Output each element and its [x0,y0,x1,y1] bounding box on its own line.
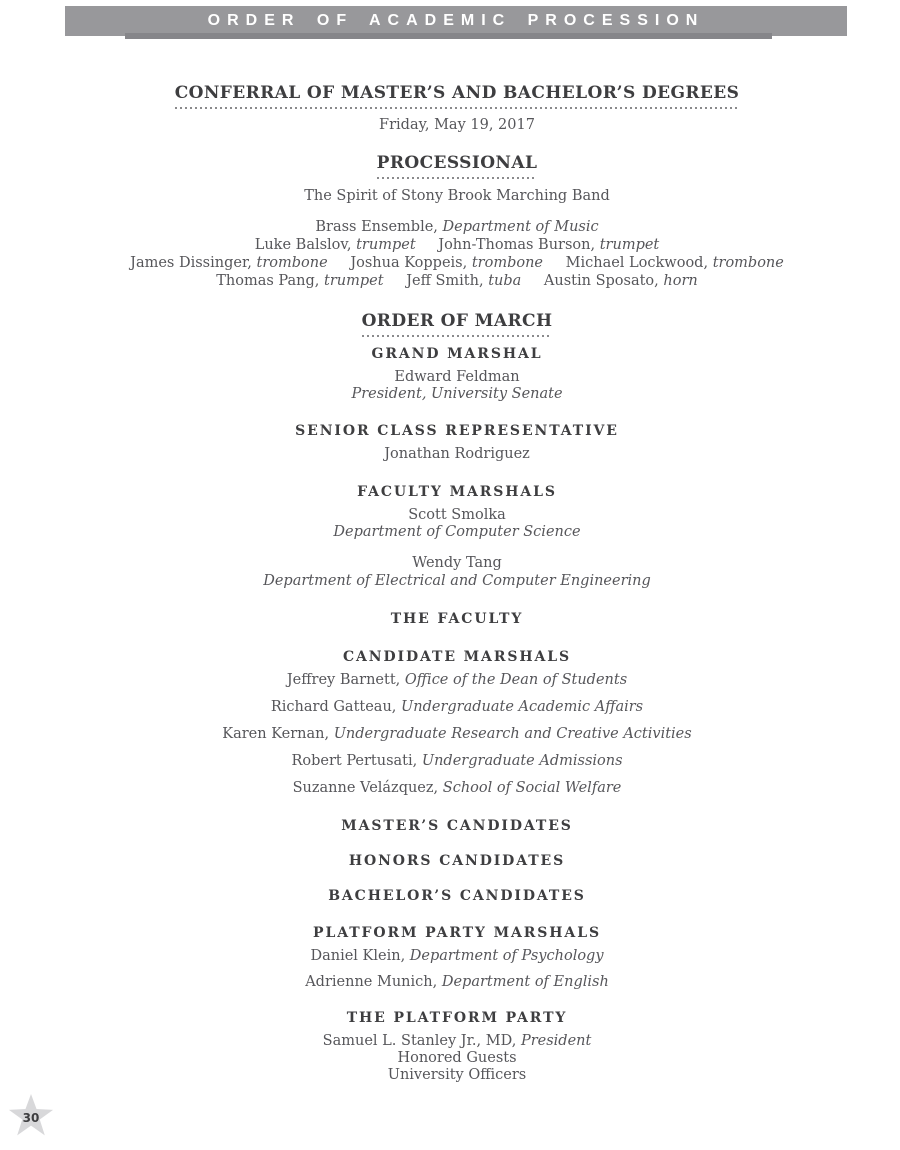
ensemble-line [0,272,900,290]
president-name: Samuel L. Stanley Jr., MD, [322,1033,517,1049]
the-faculty-heading: THE FACULTY [390,611,524,627]
conferral-title [175,84,740,109]
candidate-marshal-office: School of Social Welfare [442,780,622,796]
senior-class-name: Jonathan Rodriguez [384,446,530,462]
platform-party-president [0,1033,900,1050]
processional-title-text: PROCESSIONAL [376,153,538,173]
musician-role: horn [663,273,698,289]
candidate-marshal-entry [0,726,900,743]
musician [216,272,383,290]
musician-role: trumpet [324,273,384,289]
musician-name: John-Thomas Burson, [438,237,596,253]
faculty-marshal-entry [0,554,900,590]
platform-marshals-heading: PLATFORM PARTY MARSHALS [313,925,601,941]
candidate-marshal-name: Richard Gatteau, [270,699,397,715]
faculty-marshal-dept-text: Department of Computer Science [333,524,581,540]
faculty-marshal-dept-text: Department of Electrical and Computer Engineering [263,573,651,589]
musician-name: Brass Ensemble, [315,219,438,235]
musician [315,218,598,236]
candidate-marshal-entry [0,672,900,689]
processional-title [377,154,538,179]
platform-party-line: Honored Guests [397,1050,517,1066]
ceremony-date: Friday, May 19, 2017 [379,117,535,133]
dotted-rule [175,107,740,109]
musician-name: Luke Balslov, [254,237,352,253]
candidate-marshal-office: Undergraduate Academic Affairs [401,699,644,715]
order-of-march-title [362,312,553,337]
brass-ensemble-list [0,218,900,290]
musician [350,254,543,272]
conferral-section [0,84,900,134]
faculty-marshal-entry [0,507,900,541]
banner-title: ORDER OF ACADEMIC PROCESSION [207,12,705,29]
candidate-marshal-name: Suzanne Velázquez, [292,780,439,796]
musician [544,272,698,290]
musician [130,254,328,272]
honors-candidates-heading: HONORS CANDIDATES [348,853,566,869]
musician-name: Austin Sposato, [543,273,659,289]
candidate-marshal-entry [0,780,900,797]
faculty-marshal-name: Scott Smolka [408,507,506,523]
platform-marshal-dept: Department of English [441,974,609,990]
musician-role: trombone [256,255,328,271]
candidate-marshal-name: Jeffrey Barnett, [286,672,401,688]
candidate-marshal-office: Undergraduate Research and Creative Activities [333,726,692,742]
masters-candidates-heading: MASTER’S CANDIDATES [341,818,573,834]
musician-role: trumpet [356,237,416,253]
musician-name: Joshua Koppeis, [350,255,468,271]
marching-band-line: The Spirit of Stony Brook Marching Band [304,188,610,204]
faculty-marshal-name: Wendy Tang [412,555,502,571]
musician-role: trumpet [599,237,660,253]
conferral-title-text: CONFERRAL OF MASTER’S AND BACHELOR’S DEGREES [174,83,740,103]
candidate-marshal-name: Karen Kernan, [222,726,330,742]
ensemble-line [0,218,900,236]
ensemble-line [0,236,900,254]
dotted-rule [377,177,538,179]
candidate-marshal-office: Undergraduate Admissions [421,753,623,769]
musician-role: trombone [712,255,784,271]
platform-marshal-name: Daniel Klein, [310,948,406,964]
grand-marshal-title-text: President, University Senate [351,386,563,402]
order-of-march-title-text: ORDER OF MARCH [361,311,553,331]
dotted-rule [362,335,553,337]
senior-class-heading: SENIOR CLASS REPRESENTATIVE [295,423,619,439]
musician-role: Department of Music [442,219,599,235]
musician [438,236,659,254]
musician-name: Thomas Pang, [216,273,320,289]
candidate-marshal-office: Office of the Dean of Students [404,672,628,688]
ensemble-line [0,254,900,272]
program-content [0,84,900,1084]
processional-section [0,154,900,290]
grand-marshal-title [0,386,900,403]
musician-role: tuba [488,273,522,289]
grand-marshal-heading: GRAND MARSHAL [371,346,543,362]
musician-name: Michael Lockwood, [565,255,709,271]
candidate-marshal-name: Robert Pertusati, [291,753,418,769]
president-title: President [520,1033,592,1049]
page-banner [65,6,847,36]
candidate-marshals-heading: CANDIDATE MARSHALS [342,649,572,665]
musician [255,236,416,254]
page-number-badge [8,1094,54,1138]
faculty-marshal-dept [0,524,900,541]
musician-role: trombone [471,255,544,271]
faculty-marshals-heading: FACULTY MARSHALS [357,484,557,500]
platform-marshal-dept: Department of Psychology [409,948,604,964]
musician [566,254,784,272]
platform-marshal-entry [0,974,900,991]
platform-marshal-entry [0,948,900,965]
faculty-marshal-dept [0,572,900,590]
candidate-marshal-entry [0,699,900,716]
candidate-marshal-entry [0,753,900,770]
platform-party-heading: THE PLATFORM PARTY [346,1010,568,1026]
musician-name: James Dissinger, [130,255,252,271]
grand-marshal-name: Edward Feldman [394,369,520,385]
platform-marshal-name: Adrienne Munich, [305,974,438,990]
page-number: 30 [22,1111,40,1125]
platform-party-line: University Officers [387,1067,527,1083]
musician-name: Jeff Smith, [406,273,484,289]
bachelors-candidates-heading: BACHELOR’S CANDIDATES [328,888,586,904]
order-of-march-section [0,312,900,1084]
musician [406,272,521,290]
